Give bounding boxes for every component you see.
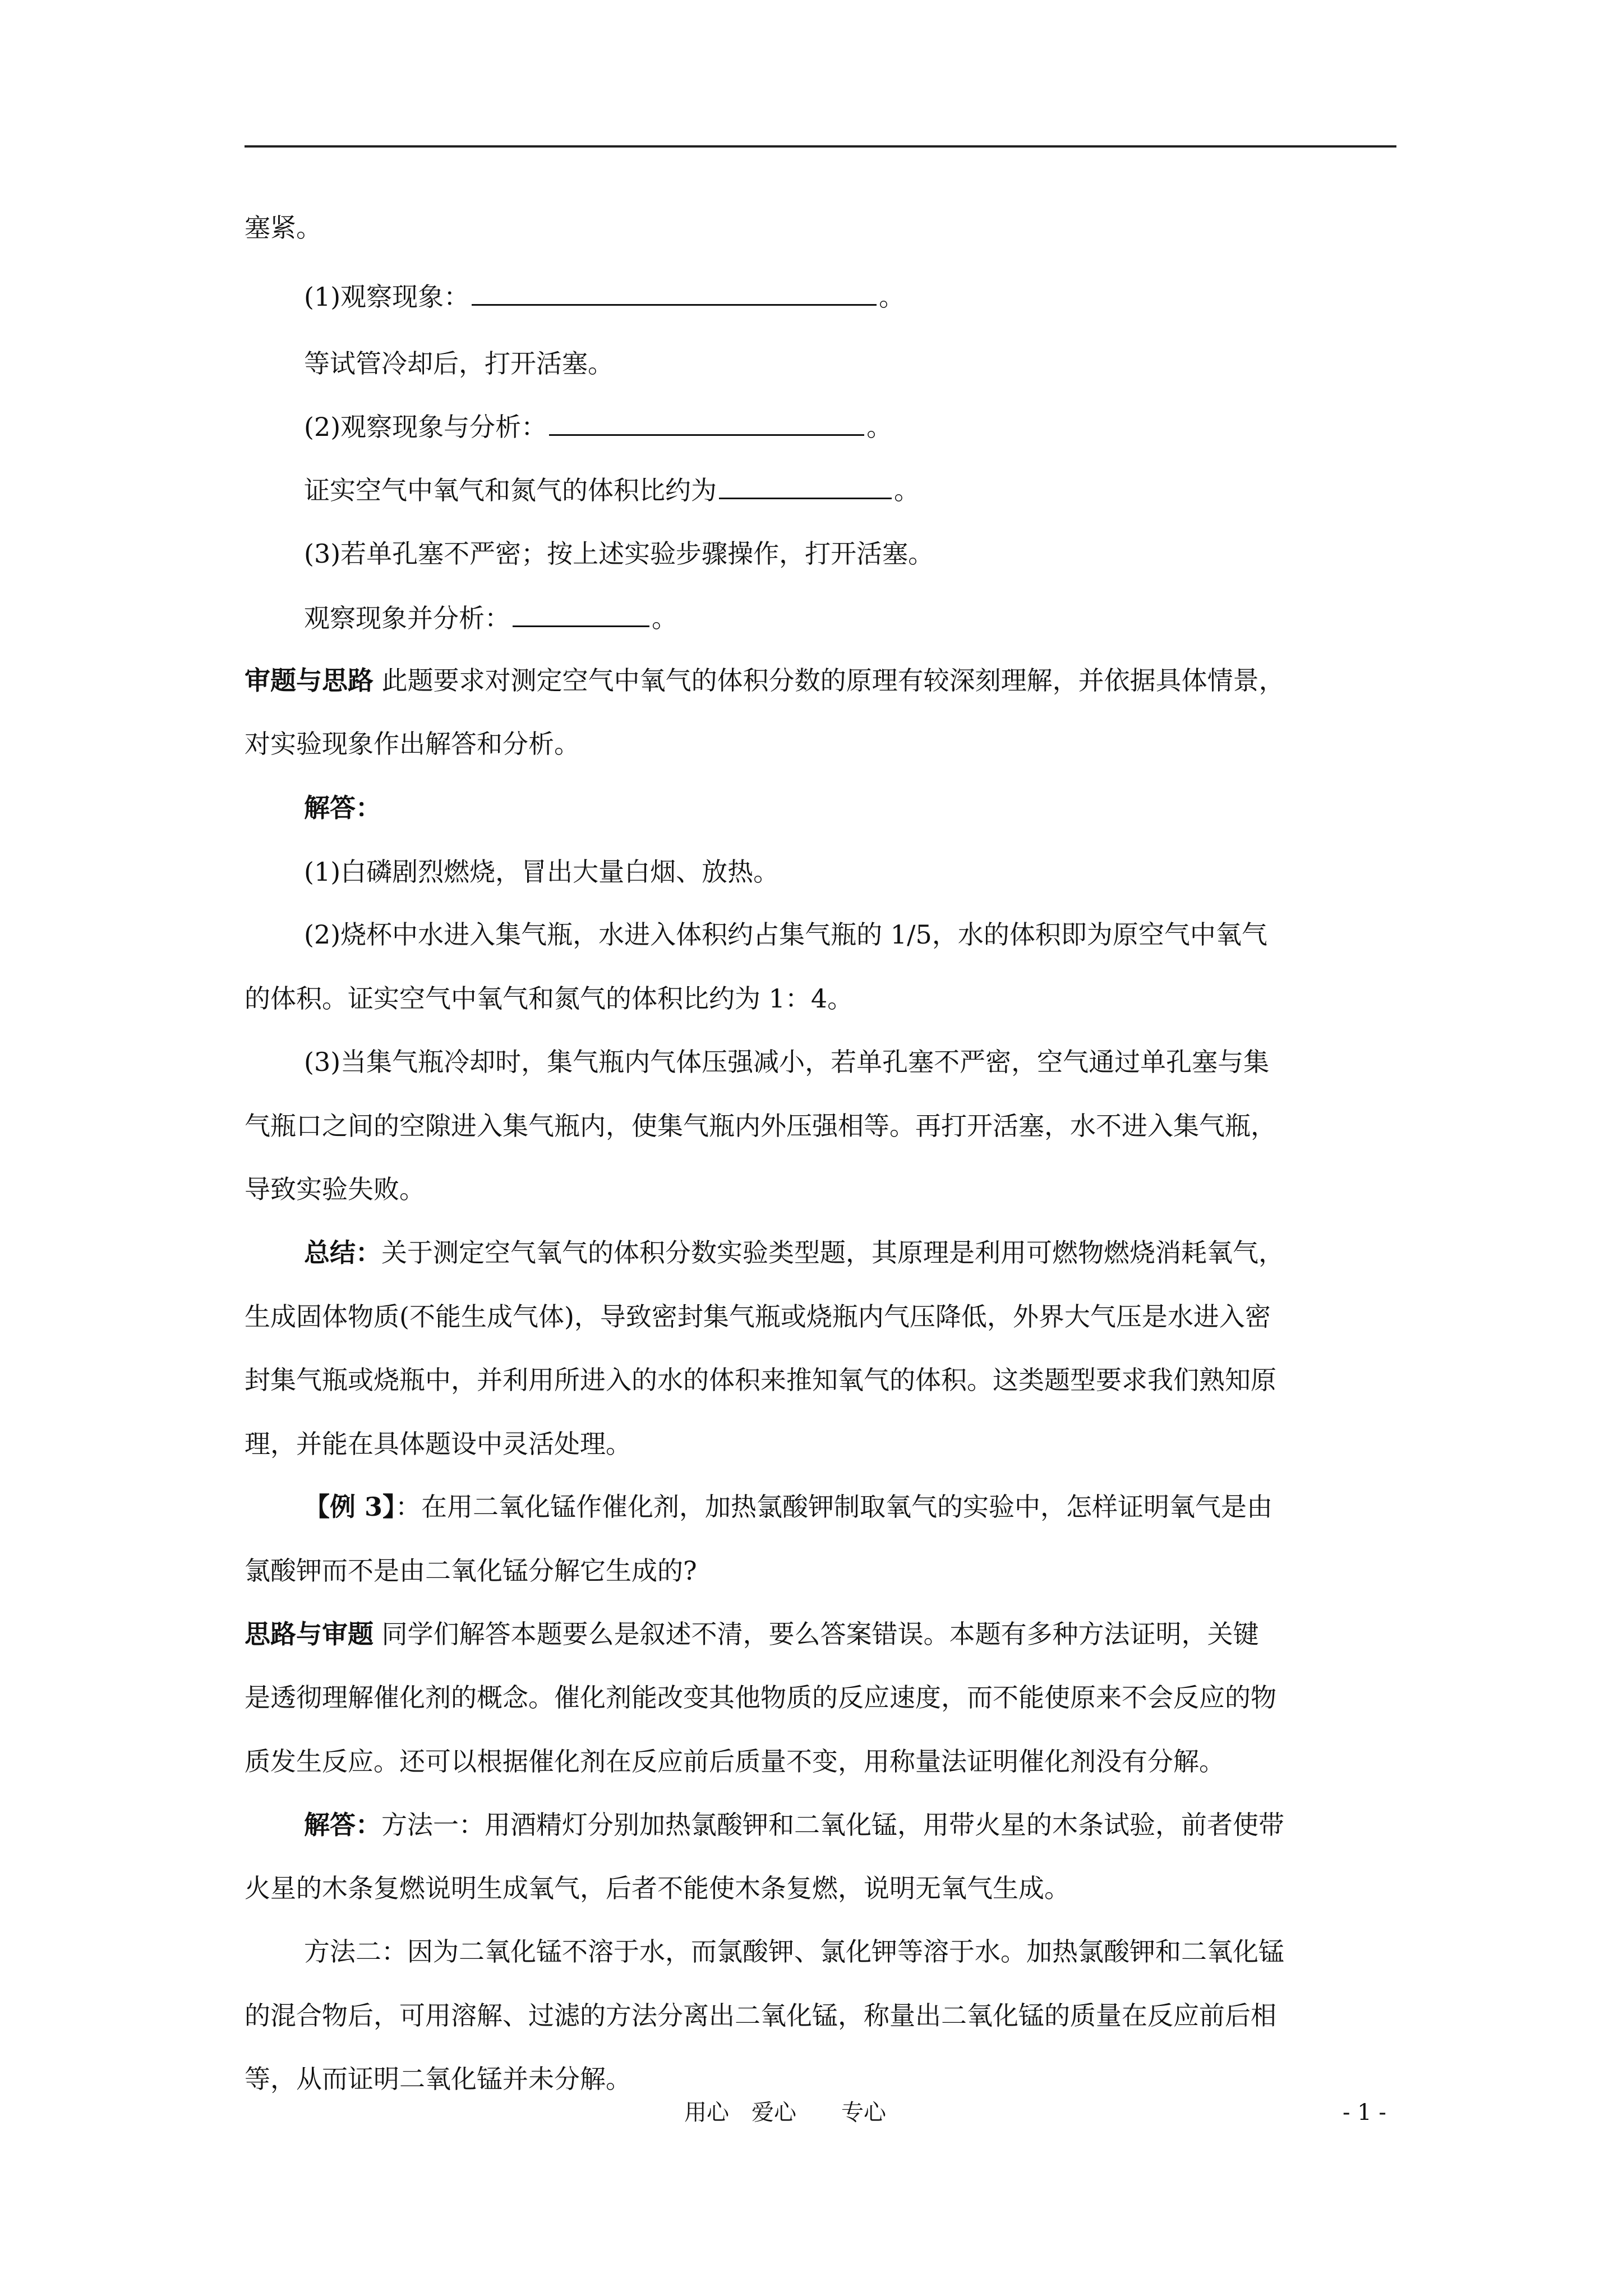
line-text: 解答： — [304, 793, 381, 823]
text-line — [245, 1681, 1276, 1714]
analysis-label: 审题与思路 — [245, 665, 374, 696]
example-label: 【例 3】 — [304, 1492, 396, 1522]
line-text: 证实空气中氧气和氮气的体积比约为 — [304, 475, 717, 505]
line-text: 。 — [866, 412, 893, 442]
line-text: 。 — [879, 282, 905, 312]
analysis-heading-line — [245, 664, 1285, 697]
line-text: (2)观察现象与分析： — [304, 412, 547, 442]
answer-line — [304, 1808, 1284, 1842]
line-text: 观察现象并分析： — [304, 603, 510, 633]
summary-label: 总结： — [304, 1237, 381, 1268]
text-line — [245, 1871, 1070, 1905]
line-text: 质发生反应。还可以根据催化剂在反应前后质量不变，用称量法证明催化剂没有分解。 — [245, 1746, 1225, 1777]
text-line — [245, 727, 580, 761]
example-3-line — [304, 1490, 1272, 1524]
line-text: 等试管冷却后，打开活塞。 — [304, 348, 614, 379]
text-line — [245, 982, 853, 1015]
line-text: 氯酸钾而不是由二氧化锰分解它生成的? — [245, 1556, 697, 1586]
analysis-label: 思路与审题 — [245, 1619, 374, 1649]
answer-blank-ratio[interactable] — [719, 473, 892, 499]
line-text: (1)白磷剧烈燃烧，冒出大量白烟、放热。 — [304, 857, 780, 887]
line-text: 同学们解答本题要么是叙述不清，要么答案错误。本题有多种方法证明，关键 — [374, 1619, 1259, 1649]
line-text: 塞紧。 — [245, 213, 322, 243]
line-text: 导致实验失败。 — [245, 1174, 425, 1204]
question-line-3 — [304, 601, 677, 635]
line-text: 。 — [894, 475, 920, 505]
text-line — [304, 347, 614, 380]
line-text: 等，从而证明二氧化锰并未分解。 — [245, 2064, 631, 2094]
text-line — [245, 1427, 631, 1461]
text-line — [304, 918, 1267, 951]
text-line — [245, 1109, 1276, 1143]
text-line — [245, 1363, 1276, 1397]
line-text: 是透彻理解催化剂的概念。催化剂能改变其他物质的反应速度，而不能使原来不会反应的物 — [245, 1682, 1276, 1713]
text-line — [245, 1999, 1276, 2032]
line-text: 方法二：因为二氧化锰不溶于水，而氯酸钾、氯化钾等溶于水。加热氯酸钾和二氧化锰 — [304, 1936, 1284, 1967]
line-text: 气瓶口之间的空隙进入集气瓶内，使集气瓶内外压强相等。再打开活塞，水不进入集气瓶， — [245, 1111, 1276, 1141]
answer-label: 解答： — [304, 1810, 381, 1840]
question-line-1 — [304, 279, 905, 314]
text-line — [304, 1935, 1284, 1968]
line-text: ：在用二氧化锰作催化剂，加热氯酸钾制取氧气的实验中，怎样证明氧气是由 — [395, 1492, 1273, 1522]
line-text: 的混合物后，可用溶解、过滤的方法分离出二氧化锰，称量出二氧化锰的质量在反应前后相 — [245, 2000, 1276, 2031]
line-text: 火星的木条复燃说明生成氧气，后者不能使木条复燃，说明无氧气生成。 — [245, 1873, 1070, 1903]
analysis-heading-line — [245, 1617, 1259, 1651]
question-line-2 — [304, 409, 892, 444]
line-text: (3)若单孔塞不严密；按上述实验步骤操作，打开活塞。 — [304, 539, 934, 569]
line-text: (3)当集气瓶冷却时，集气瓶内气体压强减小，若单孔塞不严密，空气通过单孔塞与集 — [304, 1047, 1270, 1077]
line-text: (1)观察现象： — [304, 282, 470, 312]
line-text: 此题要求对测定空气中氧气的体积分数的原理有较深刻理解，并依据具体情景， — [374, 665, 1285, 696]
text-line — [245, 1172, 425, 1206]
header-rule — [245, 145, 1396, 148]
text-line — [245, 1554, 697, 1588]
line-text: 的体积。证实空气中氧气和氮气的体积比约为 1：4。 — [245, 983, 854, 1014]
answer-blank-3[interactable] — [513, 601, 649, 627]
line-text: 封集气瓶或烧瓶中，并利用所进入的水的体积来推知氧气的体积。这类题型要求我们熟知原 — [245, 1365, 1276, 1395]
text-line — [304, 1045, 1269, 1079]
text-line — [245, 1745, 1225, 1778]
text-line — [245, 1300, 1271, 1333]
text-line — [304, 855, 779, 889]
page-number: - 1 - — [1343, 2100, 1386, 2125]
question-line-ratio — [304, 473, 920, 507]
line-text: 理，并能在具体题设中灵活处理。 — [245, 1429, 631, 1459]
text-line — [304, 537, 934, 570]
line-text: 对实验现象作出解答和分析。 — [245, 729, 580, 759]
line-text: (2)烧杯中水进入集气瓶，水进入体积约占集气瓶的 1/5，水的体积即为原空气中氧气 — [304, 919, 1267, 950]
summary-line — [304, 1236, 1284, 1269]
answer-blank-1[interactable] — [472, 279, 877, 306]
answer-blank-2[interactable] — [549, 409, 864, 436]
line-text: 关于测定空气氧气的体积分数实验类型题，其原理是利用可燃物燃烧消耗氧气， — [381, 1237, 1284, 1268]
text-line — [245, 211, 322, 245]
line-text: 方法一：用酒精灯分别加热氯酸钾和二氧化锰，用带火星的木条试验，前者使带 — [381, 1810, 1284, 1840]
text-line — [245, 2062, 631, 2096]
line-text: 生成固体物质(不能生成气体)，导致密封集气瓶或烧瓶内气压降低，外界大气压是水进入密 — [245, 1301, 1271, 1332]
answer-heading — [304, 791, 381, 825]
line-text: 。 — [652, 603, 677, 633]
footer-motto: 用心 爱心 专心 — [684, 2100, 886, 2125]
